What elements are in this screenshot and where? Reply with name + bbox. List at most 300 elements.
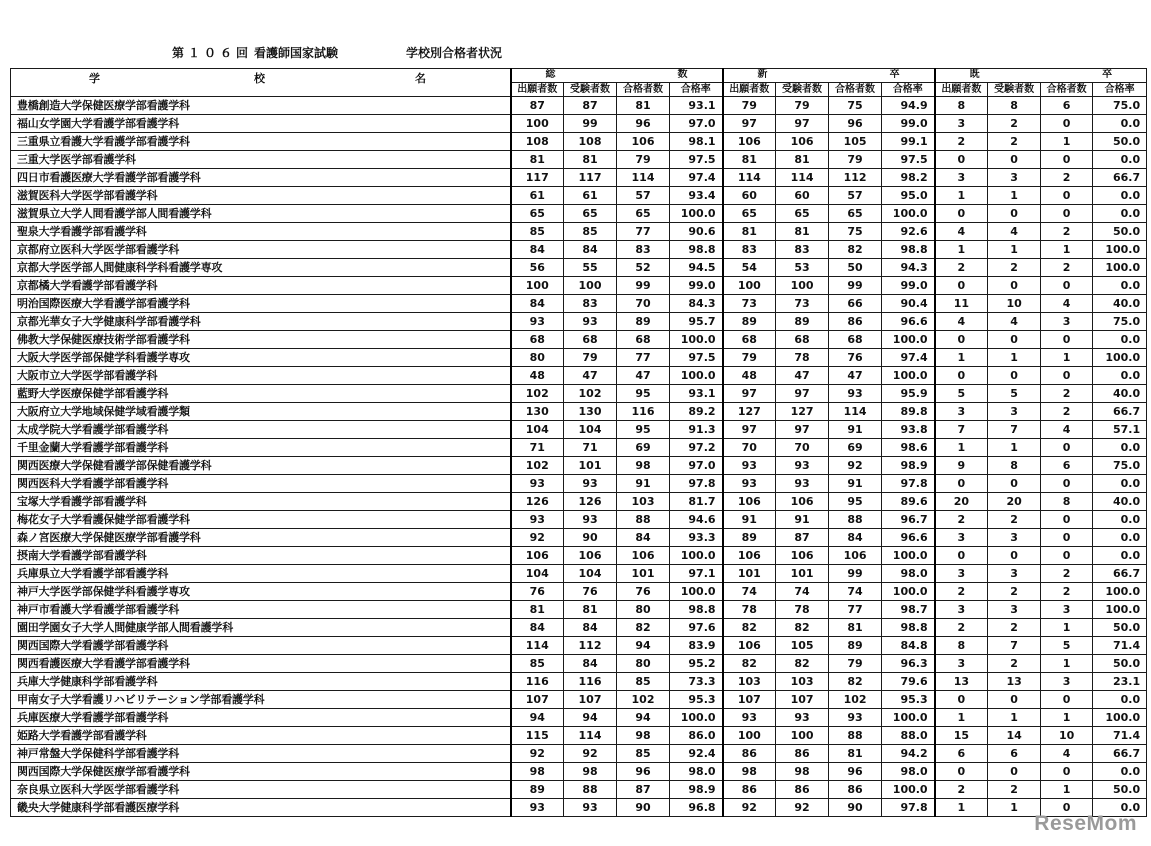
count-cell: 97 bbox=[776, 115, 829, 133]
count-cell: 99 bbox=[564, 115, 617, 133]
table-row bbox=[11, 349, 1147, 367]
count-cell: 2 bbox=[935, 259, 988, 277]
pass-rate-cell: 97.8 bbox=[882, 475, 935, 493]
pass-rate-cell: 97.5 bbox=[670, 349, 723, 367]
pass-rate-cell: 0.0 bbox=[1093, 691, 1147, 709]
count-cell: 82 bbox=[829, 241, 882, 259]
count-cell: 2 bbox=[988, 259, 1041, 277]
count-cell: 91 bbox=[829, 475, 882, 493]
count-cell: 76 bbox=[617, 583, 670, 601]
subheader-pass-rate: 合格率 bbox=[882, 83, 935, 97]
pass-rate-cell: 95.9 bbox=[882, 385, 935, 403]
count-cell: 87 bbox=[776, 529, 829, 547]
count-cell: 102 bbox=[511, 385, 564, 403]
count-cell: 68 bbox=[511, 331, 564, 349]
count-cell: 92 bbox=[511, 529, 564, 547]
table-row bbox=[11, 601, 1147, 619]
school-name-cell: 園田学園女子大学人間健康学部人間看護学科 bbox=[11, 619, 511, 637]
count-cell: 0 bbox=[988, 331, 1041, 349]
count-cell: 1 bbox=[1041, 709, 1093, 727]
table-row bbox=[11, 367, 1147, 385]
count-cell: 69 bbox=[617, 439, 670, 457]
count-cell: 73 bbox=[723, 295, 776, 313]
pass-rate-cell: 93.4 bbox=[670, 187, 723, 205]
count-cell: 1 bbox=[935, 349, 988, 367]
pass-rate-cell: 94.9 bbox=[882, 97, 935, 115]
count-cell: 86 bbox=[829, 313, 882, 331]
count-cell: 81 bbox=[776, 223, 829, 241]
pass-rate-cell: 75.0 bbox=[1093, 97, 1147, 115]
subheader-examinees: 受験者数 bbox=[776, 83, 829, 97]
pass-rate-cell: 93.8 bbox=[882, 421, 935, 439]
count-cell: 105 bbox=[829, 133, 882, 151]
count-cell: 57 bbox=[617, 187, 670, 205]
pass-rate-cell: 100.0 bbox=[670, 331, 723, 349]
count-cell: 54 bbox=[723, 259, 776, 277]
table-row bbox=[11, 223, 1147, 241]
count-cell: 79 bbox=[723, 349, 776, 367]
count-cell: 1 bbox=[1041, 619, 1093, 637]
count-cell: 130 bbox=[564, 403, 617, 421]
table-row bbox=[11, 403, 1147, 421]
school-name-cell: 聖泉大学看護学部看護学科 bbox=[11, 223, 511, 241]
count-cell: 127 bbox=[723, 403, 776, 421]
count-cell: 93 bbox=[723, 709, 776, 727]
count-cell: 0 bbox=[1041, 151, 1093, 169]
table-row bbox=[11, 241, 1147, 259]
count-cell: 89 bbox=[723, 529, 776, 547]
count-cell: 103 bbox=[723, 673, 776, 691]
pass-rate-cell: 89.6 bbox=[882, 493, 935, 511]
table-row bbox=[11, 277, 1147, 295]
pass-rate-cell: 93.1 bbox=[670, 385, 723, 403]
count-cell: 106 bbox=[617, 547, 670, 565]
pass-rate-cell: 97.1 bbox=[670, 565, 723, 583]
count-cell: 114 bbox=[511, 637, 564, 655]
count-cell: 1 bbox=[1041, 349, 1093, 367]
pass-rate-cell: 100.0 bbox=[670, 205, 723, 223]
count-cell: 2 bbox=[935, 511, 988, 529]
school-name-cell: 京都橘大学看護学部看護学科 bbox=[11, 277, 511, 295]
count-cell: 68 bbox=[564, 331, 617, 349]
pass-rate-cell: 0.0 bbox=[1093, 277, 1147, 295]
school-name-cell: 三重県立看護大学看護学部看護学科 bbox=[11, 133, 511, 151]
pass-rate-cell: 97.2 bbox=[670, 439, 723, 457]
table-row bbox=[11, 547, 1147, 565]
count-cell: 3 bbox=[988, 601, 1041, 619]
count-cell: 2 bbox=[1041, 565, 1093, 583]
pass-rate-cell: 100.0 bbox=[1093, 709, 1147, 727]
count-cell: 87 bbox=[617, 781, 670, 799]
count-cell: 126 bbox=[564, 493, 617, 511]
pass-rate-cell: 66.7 bbox=[1093, 403, 1147, 421]
pass-rate-cell: 100.0 bbox=[1093, 259, 1147, 277]
count-cell: 96 bbox=[829, 115, 882, 133]
pass-rate-cell: 100.0 bbox=[882, 781, 935, 799]
pass-rate-cell: 95.7 bbox=[670, 313, 723, 331]
school-name-cell: 佛教大学保健医療技術学部看護学科 bbox=[11, 331, 511, 349]
count-cell: 96 bbox=[617, 115, 670, 133]
count-cell: 74 bbox=[776, 583, 829, 601]
count-cell: 2 bbox=[1041, 259, 1093, 277]
pass-rate-cell: 50.0 bbox=[1093, 655, 1147, 673]
count-cell: 114 bbox=[723, 169, 776, 187]
pass-rate-cell: 100.0 bbox=[670, 547, 723, 565]
pass-rate-cell: 97.8 bbox=[882, 799, 935, 817]
count-cell: 100 bbox=[776, 727, 829, 745]
count-cell: 97 bbox=[723, 115, 776, 133]
pass-rate-cell: 98.9 bbox=[670, 781, 723, 799]
count-cell: 93 bbox=[511, 475, 564, 493]
count-cell: 85 bbox=[511, 655, 564, 673]
school-name-cell: 京都府立医科大学医学部看護学科 bbox=[11, 241, 511, 259]
pass-rate-cell: 0.0 bbox=[1093, 367, 1147, 385]
count-cell: 0 bbox=[1041, 187, 1093, 205]
pass-rate-cell: 100.0 bbox=[882, 547, 935, 565]
count-cell: 65 bbox=[829, 205, 882, 223]
school-name-cell: 太成学院大学看護学部看護学科 bbox=[11, 421, 511, 439]
count-cell: 107 bbox=[723, 691, 776, 709]
count-cell: 3 bbox=[1041, 673, 1093, 691]
count-cell: 98 bbox=[617, 727, 670, 745]
count-cell: 106 bbox=[723, 547, 776, 565]
school-name-cell: 兵庫医療大学看護学部看護学科 bbox=[11, 709, 511, 727]
count-cell: 115 bbox=[511, 727, 564, 745]
count-cell: 100 bbox=[511, 277, 564, 295]
count-cell: 94 bbox=[564, 709, 617, 727]
count-cell: 91 bbox=[723, 511, 776, 529]
count-cell: 92 bbox=[829, 457, 882, 475]
count-cell: 0 bbox=[988, 547, 1041, 565]
pass-rate-cell: 88.0 bbox=[882, 727, 935, 745]
table-row bbox=[11, 115, 1147, 133]
count-cell: 114 bbox=[829, 403, 882, 421]
count-cell: 52 bbox=[617, 259, 670, 277]
count-cell: 116 bbox=[617, 403, 670, 421]
count-cell: 108 bbox=[511, 133, 564, 151]
count-cell: 97 bbox=[776, 385, 829, 403]
count-cell: 100 bbox=[723, 277, 776, 295]
count-cell: 3 bbox=[935, 403, 988, 421]
count-cell: 8 bbox=[988, 97, 1041, 115]
count-cell: 86 bbox=[776, 781, 829, 799]
count-cell: 7 bbox=[988, 637, 1041, 655]
count-cell: 3 bbox=[935, 529, 988, 547]
count-cell: 95 bbox=[617, 385, 670, 403]
pass-rate-cell: 95.3 bbox=[882, 691, 935, 709]
count-cell: 1 bbox=[988, 187, 1041, 205]
count-cell: 79 bbox=[723, 97, 776, 115]
count-cell: 7 bbox=[935, 421, 988, 439]
count-cell: 4 bbox=[988, 223, 1041, 241]
count-cell: 0 bbox=[1041, 331, 1093, 349]
count-cell: 81 bbox=[723, 151, 776, 169]
count-cell: 2 bbox=[1041, 403, 1093, 421]
school-name-cell: 大阪大学医学部保健学科看護学専攻 bbox=[11, 349, 511, 367]
count-cell: 2 bbox=[1041, 223, 1093, 241]
pass-rate-cell: 94.2 bbox=[882, 745, 935, 763]
count-cell: 86 bbox=[776, 745, 829, 763]
count-cell: 8 bbox=[935, 97, 988, 115]
count-cell: 47 bbox=[617, 367, 670, 385]
count-cell: 1 bbox=[988, 439, 1041, 457]
count-cell: 5 bbox=[1041, 637, 1093, 655]
count-cell: 0 bbox=[988, 151, 1041, 169]
count-cell: 112 bbox=[829, 169, 882, 187]
count-cell: 84 bbox=[564, 241, 617, 259]
count-cell: 79 bbox=[829, 655, 882, 673]
pass-rate-cell: 90.6 bbox=[670, 223, 723, 241]
count-cell: 106 bbox=[776, 493, 829, 511]
table-row bbox=[11, 673, 1147, 691]
count-cell: 2 bbox=[988, 781, 1041, 799]
pass-rate-cell: 94.5 bbox=[670, 259, 723, 277]
table-row bbox=[11, 421, 1147, 439]
count-cell: 0 bbox=[1041, 277, 1093, 295]
count-cell: 8 bbox=[935, 637, 988, 655]
pass-rate-cell: 0.0 bbox=[1093, 475, 1147, 493]
pass-rate-cell: 100.0 bbox=[670, 583, 723, 601]
pass-rate-cell: 100.0 bbox=[882, 331, 935, 349]
table-row bbox=[11, 97, 1147, 115]
pass-rate-cell: 100.0 bbox=[1093, 601, 1147, 619]
count-cell: 20 bbox=[988, 493, 1041, 511]
pass-rate-cell: 98.2 bbox=[882, 169, 935, 187]
count-cell: 71 bbox=[511, 439, 564, 457]
count-cell: 106 bbox=[564, 547, 617, 565]
count-cell: 95 bbox=[617, 421, 670, 439]
pass-rate-cell: 92.4 bbox=[670, 745, 723, 763]
count-cell: 96 bbox=[829, 763, 882, 781]
count-cell: 101 bbox=[617, 565, 670, 583]
pass-rate-cell: 86.0 bbox=[670, 727, 723, 745]
count-cell: 103 bbox=[776, 673, 829, 691]
pass-rate-cell: 57.1 bbox=[1093, 421, 1147, 439]
pass-rate-cell: 89.8 bbox=[882, 403, 935, 421]
subheader-passers: 合格者数 bbox=[1041, 83, 1093, 97]
count-cell: 0 bbox=[1041, 691, 1093, 709]
group-header-new-graduates: 新 卒 bbox=[723, 69, 935, 83]
count-cell: 3 bbox=[935, 655, 988, 673]
count-cell: 88 bbox=[829, 727, 882, 745]
count-cell: 0 bbox=[988, 277, 1041, 295]
pass-rate-cell: 84.3 bbox=[670, 295, 723, 313]
pass-rate-cell: 98.8 bbox=[670, 241, 723, 259]
count-cell: 2 bbox=[988, 511, 1041, 529]
count-cell: 3 bbox=[988, 529, 1041, 547]
pass-rate-cell: 98.0 bbox=[670, 763, 723, 781]
count-cell: 68 bbox=[829, 331, 882, 349]
count-cell: 65 bbox=[617, 205, 670, 223]
pass-rate-cell: 0.0 bbox=[1093, 115, 1147, 133]
count-cell: 107 bbox=[564, 691, 617, 709]
count-cell: 83 bbox=[723, 241, 776, 259]
count-cell: 81 bbox=[776, 151, 829, 169]
count-cell: 104 bbox=[511, 565, 564, 583]
school-name-cell: 京都大学医学部人間健康科学科看護学専攻 bbox=[11, 259, 511, 277]
count-cell: 100 bbox=[564, 277, 617, 295]
pass-rate-cell: 99.0 bbox=[670, 277, 723, 295]
count-cell: 93 bbox=[564, 799, 617, 817]
count-cell: 90 bbox=[564, 529, 617, 547]
count-cell: 65 bbox=[564, 205, 617, 223]
count-cell: 79 bbox=[829, 151, 882, 169]
count-cell: 0 bbox=[1041, 439, 1093, 457]
count-cell: 3 bbox=[1041, 313, 1093, 331]
count-cell: 2 bbox=[1041, 169, 1093, 187]
count-cell: 2 bbox=[1041, 385, 1093, 403]
pass-rate-cell: 93.3 bbox=[670, 529, 723, 547]
count-cell: 10 bbox=[1041, 727, 1093, 745]
table-row bbox=[11, 619, 1147, 637]
count-cell: 3 bbox=[935, 565, 988, 583]
school-name-cell: 明治国際医療大学看護学部看護学科 bbox=[11, 295, 511, 313]
count-cell: 98 bbox=[723, 763, 776, 781]
pass-rate-cell: 91.3 bbox=[670, 421, 723, 439]
count-cell: 1 bbox=[935, 799, 988, 817]
count-cell: 82 bbox=[829, 673, 882, 691]
table-subtitle: 学校別合格者状況 bbox=[406, 46, 503, 60]
count-cell: 112 bbox=[564, 637, 617, 655]
count-cell: 1 bbox=[1041, 655, 1093, 673]
school-name-cell: 兵庫大学健康科学部看護学科 bbox=[11, 673, 511, 691]
count-cell: 0 bbox=[935, 277, 988, 295]
subheader-passers: 合格者数 bbox=[829, 83, 882, 97]
count-cell: 108 bbox=[564, 133, 617, 151]
count-cell: 92 bbox=[564, 745, 617, 763]
count-cell: 10 bbox=[988, 295, 1041, 313]
count-cell: 93 bbox=[564, 475, 617, 493]
count-cell: 81 bbox=[829, 745, 882, 763]
count-cell: 69 bbox=[829, 439, 882, 457]
count-cell: 1 bbox=[988, 241, 1041, 259]
count-cell: 2 bbox=[1041, 583, 1093, 601]
count-cell: 87 bbox=[564, 97, 617, 115]
count-cell: 0 bbox=[988, 691, 1041, 709]
count-cell: 85 bbox=[617, 673, 670, 691]
count-cell: 82 bbox=[776, 619, 829, 637]
count-cell: 0 bbox=[935, 205, 988, 223]
count-cell: 77 bbox=[617, 223, 670, 241]
count-cell: 8 bbox=[988, 457, 1041, 475]
pass-rate-cell: 95.0 bbox=[882, 187, 935, 205]
table-row bbox=[11, 727, 1147, 745]
pass-rate-cell: 73.3 bbox=[670, 673, 723, 691]
count-cell: 93 bbox=[776, 709, 829, 727]
pass-rate-cell: 71.4 bbox=[1093, 727, 1147, 745]
count-cell: 86 bbox=[723, 745, 776, 763]
table-row bbox=[11, 313, 1147, 331]
exam-round: 第１０６回 bbox=[172, 46, 253, 60]
count-cell: 100 bbox=[511, 115, 564, 133]
count-cell: 81 bbox=[511, 601, 564, 619]
count-cell: 7 bbox=[988, 421, 1041, 439]
count-cell: 0 bbox=[988, 205, 1041, 223]
pass-rate-cell: 99.0 bbox=[882, 115, 935, 133]
school-column-header: 学 校 名 bbox=[11, 69, 511, 97]
count-cell: 102 bbox=[617, 691, 670, 709]
count-cell: 105 bbox=[776, 637, 829, 655]
count-cell: 77 bbox=[829, 601, 882, 619]
pass-rate-cell: 0.0 bbox=[1093, 205, 1147, 223]
count-cell: 68 bbox=[723, 331, 776, 349]
pass-rate-cell: 96.3 bbox=[882, 655, 935, 673]
count-cell: 103 bbox=[617, 493, 670, 511]
count-cell: 65 bbox=[511, 205, 564, 223]
count-cell: 5 bbox=[988, 385, 1041, 403]
count-cell: 114 bbox=[564, 727, 617, 745]
count-cell: 100 bbox=[723, 727, 776, 745]
count-cell: 2 bbox=[935, 583, 988, 601]
count-cell: 76 bbox=[564, 583, 617, 601]
count-cell: 91 bbox=[776, 511, 829, 529]
count-cell: 3 bbox=[1041, 601, 1093, 619]
pass-rate-cell: 98.6 bbox=[882, 439, 935, 457]
pass-rate-cell: 95.3 bbox=[670, 691, 723, 709]
count-cell: 127 bbox=[776, 403, 829, 421]
school-name-cell: 三重大学医学部看護学科 bbox=[11, 151, 511, 169]
count-cell: 1 bbox=[935, 187, 988, 205]
count-cell: 93 bbox=[776, 475, 829, 493]
pass-rate-cell: 0.0 bbox=[1093, 187, 1147, 205]
table-row bbox=[11, 151, 1147, 169]
count-cell: 88 bbox=[617, 511, 670, 529]
count-cell: 1 bbox=[988, 709, 1041, 727]
count-cell: 85 bbox=[511, 223, 564, 241]
count-cell: 93 bbox=[723, 475, 776, 493]
subheader-passers: 合格者数 bbox=[617, 83, 670, 97]
count-cell: 0 bbox=[935, 691, 988, 709]
count-cell: 88 bbox=[564, 781, 617, 799]
count-cell: 84 bbox=[564, 655, 617, 673]
pass-rate-cell: 97.4 bbox=[670, 169, 723, 187]
pass-rate-cell: 97.8 bbox=[670, 475, 723, 493]
count-cell: 97 bbox=[723, 385, 776, 403]
count-cell: 60 bbox=[723, 187, 776, 205]
count-cell: 96 bbox=[617, 763, 670, 781]
count-cell: 47 bbox=[829, 367, 882, 385]
count-cell: 94 bbox=[511, 709, 564, 727]
pass-rate-cell: 0.0 bbox=[1093, 799, 1147, 817]
count-cell: 81 bbox=[723, 223, 776, 241]
school-name-cell: 神戸常盤大学保健科学部看護学科 bbox=[11, 745, 511, 763]
count-cell: 53 bbox=[776, 259, 829, 277]
pass-rate-cell: 98.9 bbox=[882, 457, 935, 475]
count-cell: 2 bbox=[988, 115, 1041, 133]
count-cell: 71 bbox=[564, 439, 617, 457]
pass-rate-cell: 93.1 bbox=[670, 97, 723, 115]
count-cell: 78 bbox=[776, 601, 829, 619]
count-cell: 86 bbox=[829, 781, 882, 799]
count-cell: 85 bbox=[564, 223, 617, 241]
table-row bbox=[11, 565, 1147, 583]
count-cell: 92 bbox=[776, 799, 829, 817]
count-cell: 2 bbox=[935, 781, 988, 799]
count-cell: 90 bbox=[829, 799, 882, 817]
school-name-cell: 千里金蘭大学看護学部看護学科 bbox=[11, 439, 511, 457]
count-cell: 89 bbox=[723, 313, 776, 331]
count-cell: 0 bbox=[1041, 475, 1093, 493]
pass-rate-cell: 66.7 bbox=[1093, 565, 1147, 583]
count-cell: 14 bbox=[988, 727, 1041, 745]
pass-rate-cell: 97.4 bbox=[882, 349, 935, 367]
count-cell: 107 bbox=[776, 691, 829, 709]
count-cell: 48 bbox=[723, 367, 776, 385]
count-cell: 99 bbox=[829, 277, 882, 295]
count-cell: 98 bbox=[617, 457, 670, 475]
school-name-cell: 滋賀県立大学人間看護学部人間看護学科 bbox=[11, 205, 511, 223]
school-name-cell: 豊橋創造大学保健医療学部看護学科 bbox=[11, 97, 511, 115]
